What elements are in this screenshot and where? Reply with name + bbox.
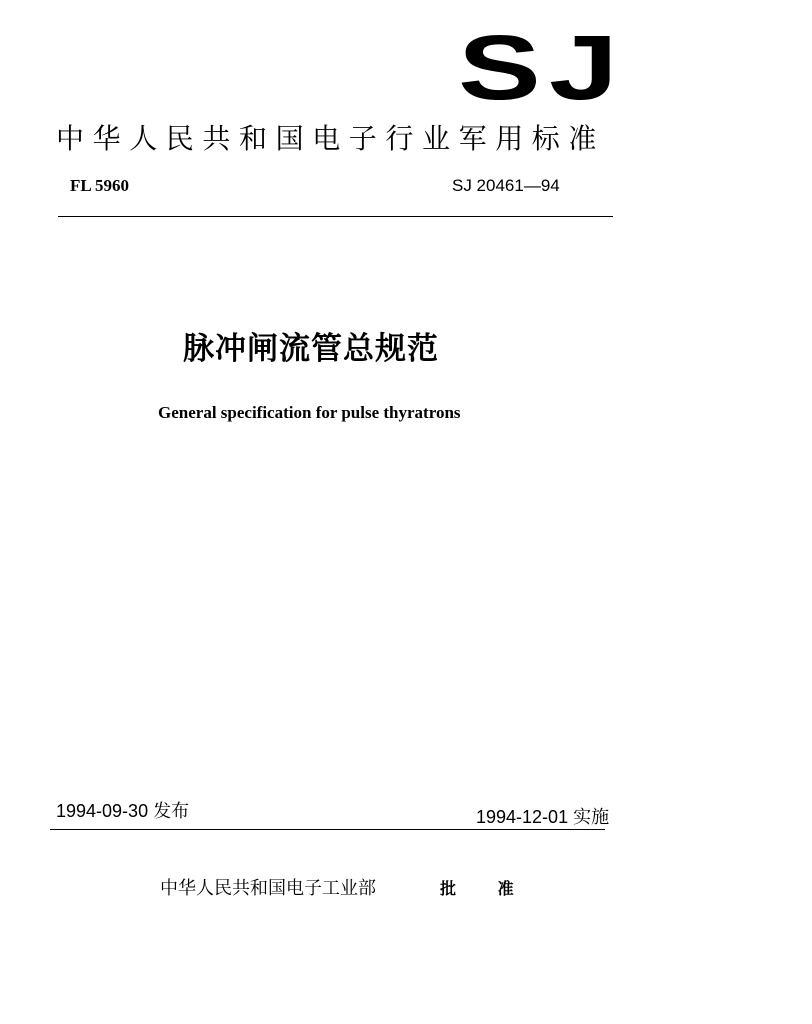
footer-divider <box>50 829 605 830</box>
organization-title: 中华人民共和国电子行业军用标准 <box>56 122 606 155</box>
fl-classification-code: FL 5960 <box>70 176 130 195</box>
standard-number: SJ 20461—94 <box>452 176 560 195</box>
issue-date: 1994-09-30 发布 <box>56 801 190 821</box>
implementation-date: 1994-12-01 实施 <box>476 807 610 827</box>
document-title-english: General specification for pulse thyratrons <box>158 403 461 422</box>
approval-label: 批 准 <box>440 879 532 898</box>
header-divider <box>58 216 613 217</box>
approving-body: 中华人民共和国电子工业部 <box>160 878 376 899</box>
document-title-chinese: 脉冲闸流管总规范 <box>183 331 439 367</box>
sj-logo: SJ <box>458 17 627 119</box>
